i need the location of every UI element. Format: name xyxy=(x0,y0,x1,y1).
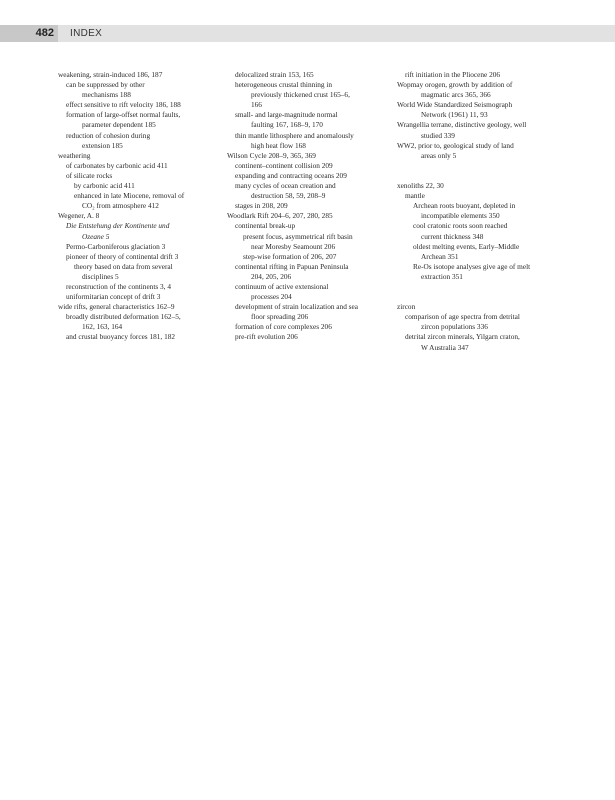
index-entry: can be suppressed by other xyxy=(66,80,145,90)
index-entry: continuum of active extensional xyxy=(235,281,329,291)
index-entry: heterogeneous crustal thinning in xyxy=(235,80,333,90)
index-entry: floor spreading 206 xyxy=(251,312,309,322)
index-entry: oldest melting events, Early–Middle xyxy=(413,241,520,251)
index-entry: of carbonates by carbonic acid 411 xyxy=(66,160,168,170)
index-entry: theory based on data from several xyxy=(74,261,173,271)
index-entry: continental break-up xyxy=(235,221,296,231)
index-entry: Wilson Cycle 208–9, 365, 369 xyxy=(227,150,316,160)
index-entry: pioneer of theory of continental drift 3 xyxy=(66,251,179,261)
index-entry: Woodlark Rift 204–6, 207, 280, 285 xyxy=(227,211,333,221)
index-entry: parameter dependent 185 xyxy=(82,120,156,130)
index-entry: Re-Os isotope analyses give age of melt xyxy=(413,261,531,271)
index-entry: formation of large-offset normal faults, xyxy=(66,110,181,120)
index-entry: cool cratonic roots soon reached xyxy=(413,221,508,231)
index-entry: extraction 351 xyxy=(421,271,463,281)
index-entry: Wegener, A. 8 xyxy=(58,211,100,221)
index-gap xyxy=(397,171,557,181)
index-entry: previously thickened crust 165–6, xyxy=(251,90,350,100)
index-entry: WW2, prior to, geological study of land xyxy=(397,140,514,150)
index-column-3 xyxy=(397,70,557,353)
index-entry: Network (1961) 11, 93 xyxy=(421,110,488,120)
index-entry: continent–continent collision 209 xyxy=(235,160,333,170)
index-entry: by carbonic acid 411 xyxy=(74,181,135,191)
index-entry: incompatible elements 350 xyxy=(421,211,500,221)
index-entry: Archean 351 xyxy=(421,251,459,261)
index-entry: and crustal buoyancy forces 181, 182 xyxy=(66,332,176,342)
index-entry: rift initiation in the Pliocene 206 xyxy=(405,70,501,79)
index-entry: enhanced in late Miocene, removal of xyxy=(74,191,185,201)
index-entry: high heat flow 168 xyxy=(251,140,306,150)
index-entry: pre-rift evolution 206 xyxy=(235,332,298,342)
index-column-1 xyxy=(58,70,218,343)
index-entry: 166 xyxy=(251,100,262,110)
index-entry: small- and large-magnitude normal xyxy=(235,110,338,120)
index-gap xyxy=(397,282,557,292)
index-entry: wide rifts, general characteristics 162–9 xyxy=(58,302,175,312)
index-entry: faulting 167, 168–9, 170 xyxy=(251,120,323,130)
index-entry: formation of core complexes 206 xyxy=(235,322,332,332)
index-entry: present focus, asymmetrical rift basin xyxy=(243,231,353,241)
index-entry: Die Entstehung der Kontinente und xyxy=(66,221,170,231)
index-entry: Ozeane 5 xyxy=(82,231,110,241)
running-head: INDEX xyxy=(70,28,103,39)
index-entry: near Moresby Seamount 206 xyxy=(251,241,336,251)
index-entry: delocalized strain 153, 165 xyxy=(235,70,314,79)
index-entry: destruction 58, 59, 208–9 xyxy=(251,191,326,201)
index-entry: Wrangellia terrane, distinctive geology, well xyxy=(397,120,527,130)
index-entry: current thickness 348 xyxy=(421,231,484,241)
index-column-2 xyxy=(227,70,387,343)
index-entry: Permo-Carboniferous glaciation 3 xyxy=(66,241,166,251)
index-entry: 162, 163, 164 xyxy=(82,322,123,332)
index-entry: many cycles of ocean creation and xyxy=(235,181,336,191)
index-entry: effect sensitive to rift velocity 186, 188 xyxy=(66,100,181,110)
index-entry: comparison of age spectra from detrital xyxy=(405,312,520,322)
index-entry: reduction of cohesion during xyxy=(66,130,151,140)
index-entry: expanding and contracting oceans 209 xyxy=(235,170,347,180)
index-entry: broadly distributed deformation 162–5, xyxy=(66,312,181,322)
index-entry: reconstruction of the continents 3, 4 xyxy=(66,281,171,291)
index-entry: Archean roots buoyant, depleted in xyxy=(413,201,516,211)
index-entry: continental rifting in Papuan Peninsula xyxy=(235,261,349,271)
index-entry: extension 185 xyxy=(82,140,123,150)
index-entry: areas only 5 xyxy=(421,150,457,160)
index-entry: disciplines 5 xyxy=(82,271,119,281)
index-entry: W Australia 347 xyxy=(421,342,469,352)
index-entry: development of strain localization and sea xyxy=(235,302,358,312)
index-entry: magmatic arcs 365, 366 xyxy=(421,90,491,100)
index-entry: detrital zircon minerals, Yilgarn craton, xyxy=(405,332,520,342)
index-entry: zircon xyxy=(397,302,416,312)
index-gap xyxy=(397,161,557,171)
index-entry: processes 204 xyxy=(251,292,292,302)
index-entry: of silicate rocks xyxy=(66,170,113,180)
index-entry: weathering xyxy=(58,150,91,160)
index-entry: World Wide Standardized Seismograph xyxy=(397,100,513,110)
index-gap xyxy=(397,292,557,302)
index-entry: step-wise formation of 206, 207 xyxy=(243,251,337,261)
index-entry: uniformitarian concept of drift 3 xyxy=(66,292,161,302)
index-entry: mantle xyxy=(405,191,425,201)
index-entry: stages in 208, 209 xyxy=(235,201,288,211)
index-entry: 204, 205, 206 xyxy=(251,271,292,281)
index-entry: mechanisms 188 xyxy=(82,90,131,100)
index-entry: zircon populations 336 xyxy=(421,322,488,332)
index-entry: studied 339 xyxy=(421,130,455,140)
page-number: 482 xyxy=(0,25,58,42)
index-entry: CO₂ from atmosphere 412 xyxy=(82,201,159,211)
index-entry: weakening, strain-induced 186, 187 xyxy=(58,70,163,79)
index-entry: thin mantle lithosphere and anomalously xyxy=(235,130,354,140)
index-entry: xenoliths 22, 30 xyxy=(397,181,444,191)
index-entry: Wopmay orogen, growth by addition of xyxy=(397,80,513,90)
